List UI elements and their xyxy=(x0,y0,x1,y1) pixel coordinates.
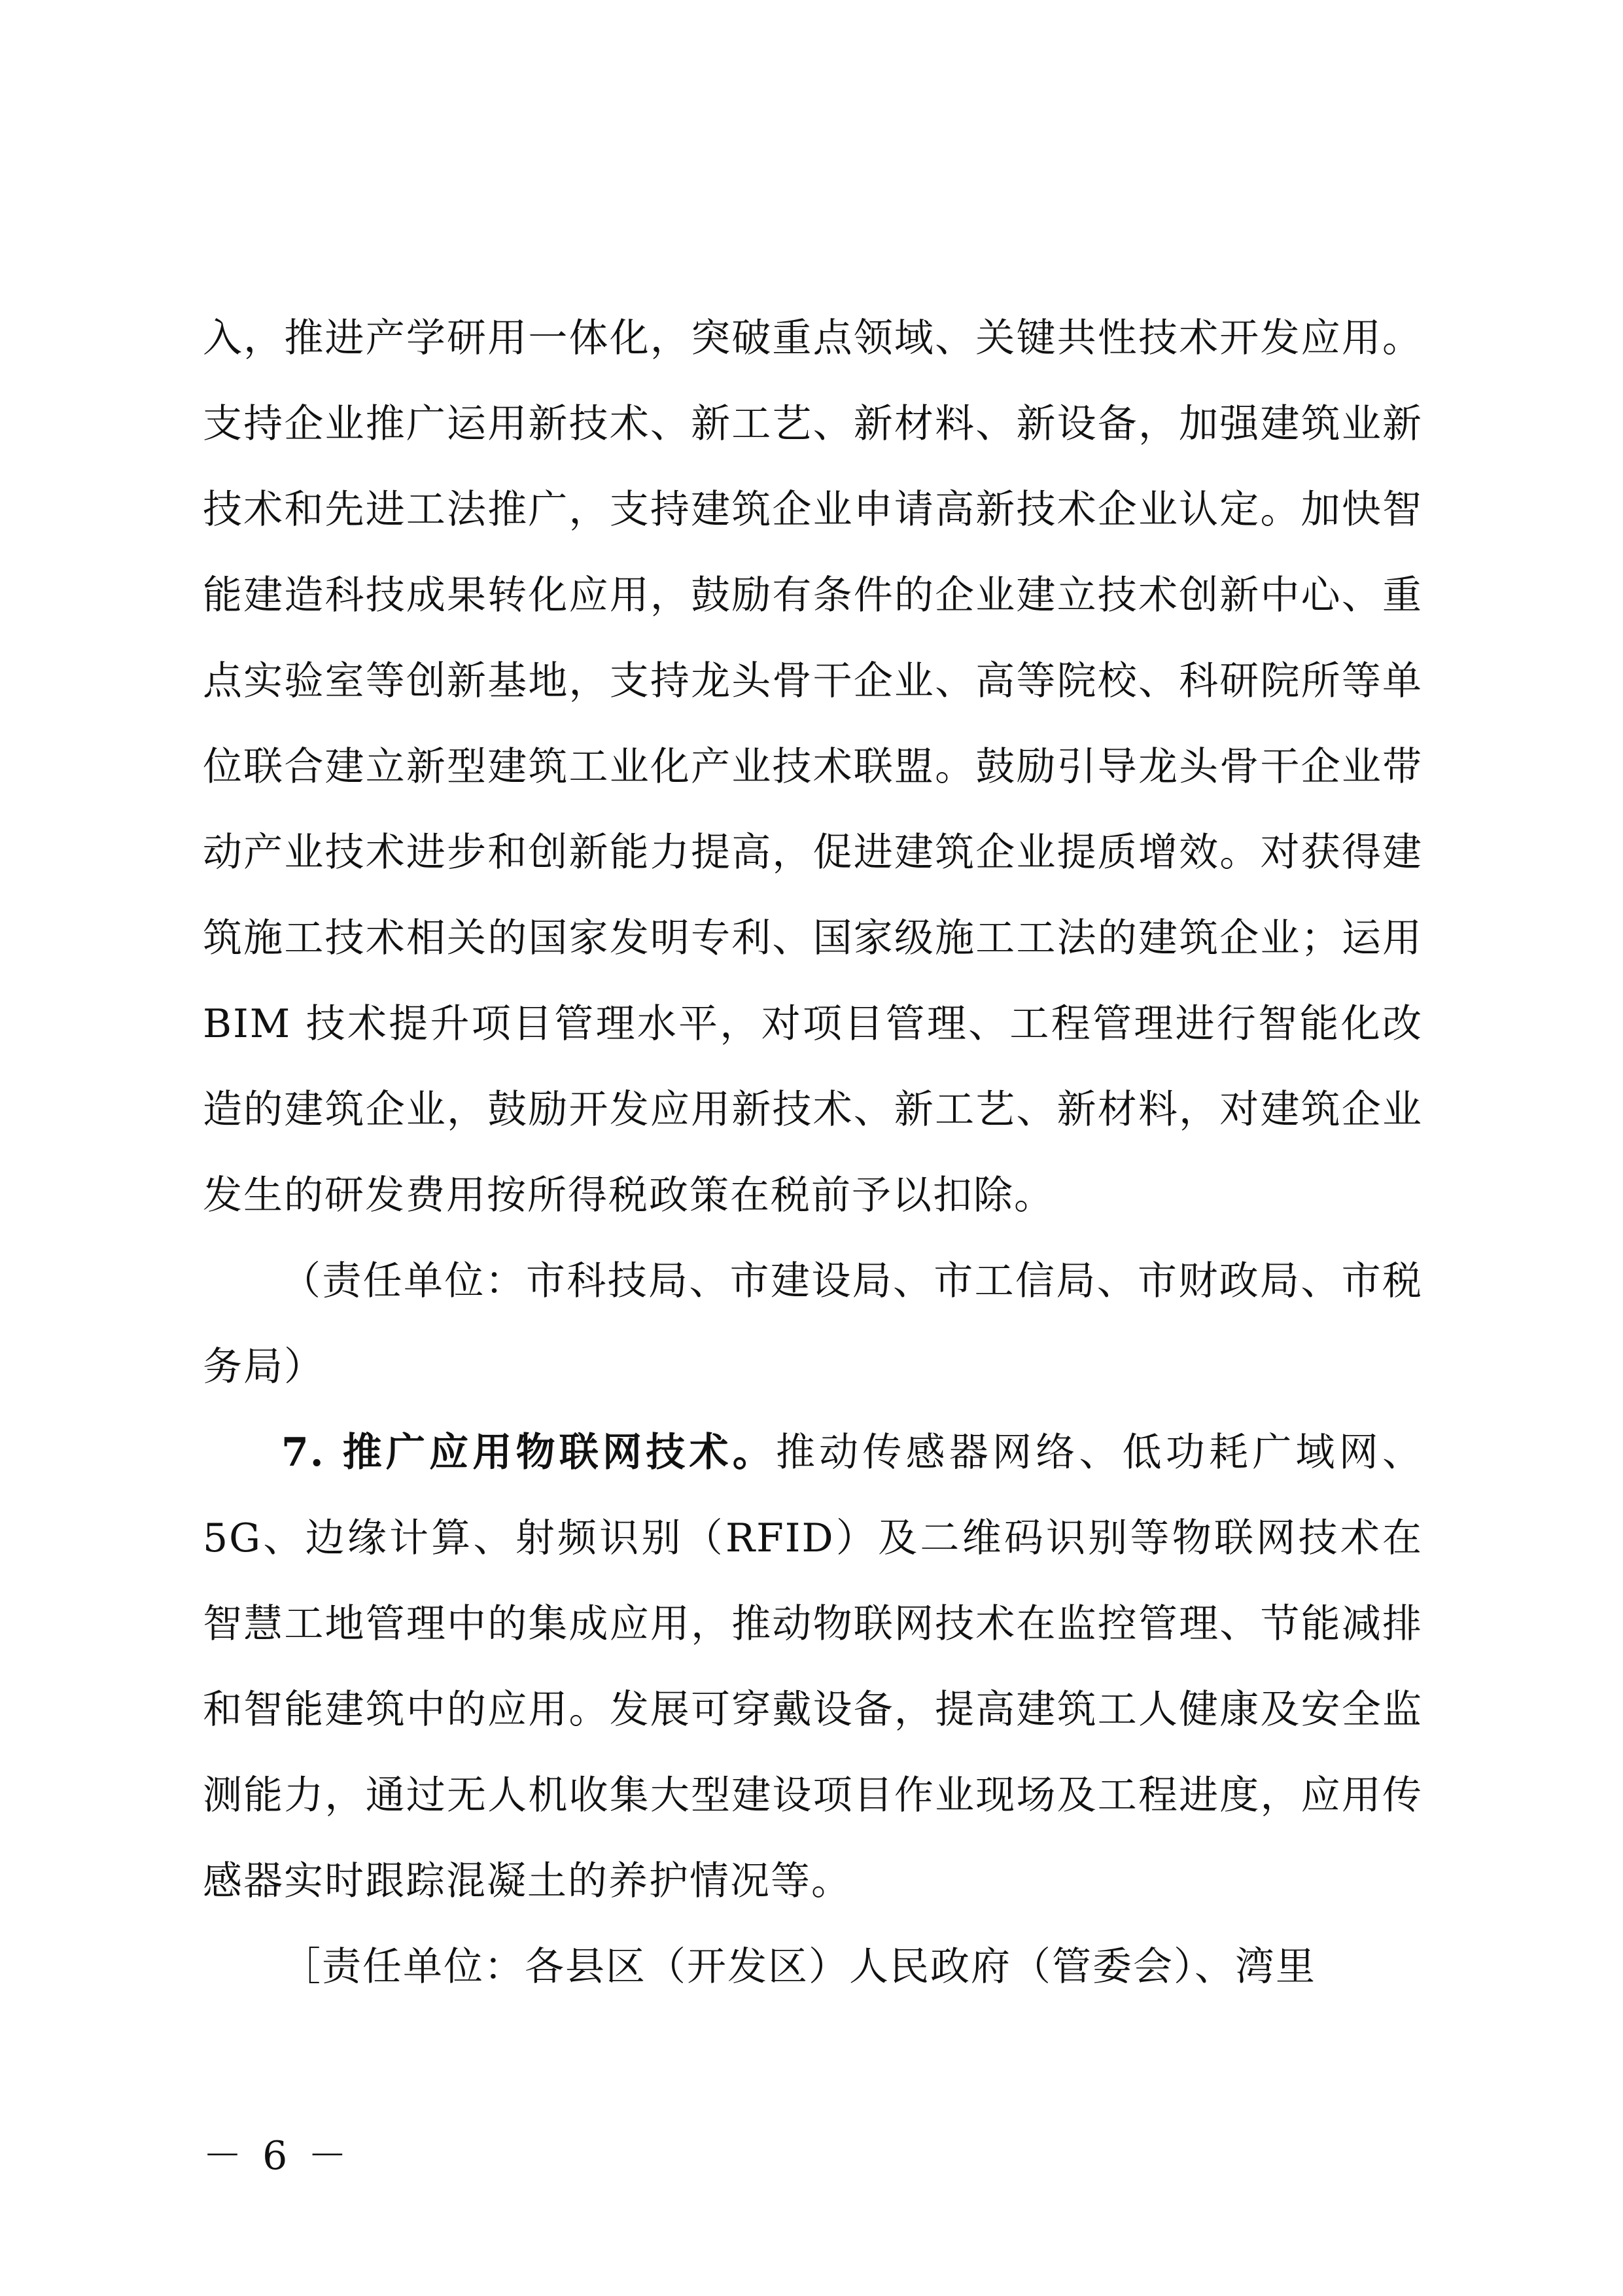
responsibility-note-1: （责任单位：市科技局、市建设局、市工信局、市财政局、市税务局） xyxy=(203,1258,1423,1390)
document-body xyxy=(203,296,1423,2010)
paragraph-tech-innovation: 入，推进产学研用一体化，突破重点领域、关键共性技术开发应用。支持企业推广运用新技术、新工艺、新材料、新设备，加强建筑业新技术和先进工法推广，支持建筑企业申请高新技术企业认定。加快智能建造科技成果转化应用，鼓励有条件的企业建立技术创新中心、重点实验室等创新基地，支持龙头骨干企业、高等院校、科研院所等单位联合建立新型建筑工业化产业技术联盟。鼓励引导龙头骨干企业带动产业技术进步和创新能力提高，促进建筑企业提质增效。对获得建筑施工技术相关的国家发明专利、国家级施工工法的建筑企业；运用 BIM 技术提升项目管理水平，对项目管理、工程管理进行智能化改造的建筑企业，鼓励开发应用新技术、新工艺、新材料，对建筑企业发生的研发费用按所得税政策在税前予以扣除。 xyxy=(203,315,1423,1218)
responsibility-note-2: ［责任单位：各县区（开发区）人民政府（管委会）、湾里 xyxy=(281,1944,1316,1990)
section-7-heading: 7. 推广应用物联网技术。 xyxy=(281,1430,776,1475)
page-number: － 6 － xyxy=(203,2133,351,2179)
section-7-body: 推动传感器网络、低功耗广域网、5G、边缘计算、射频识别（RFID）及二维码识别等物联网技术在智慧工地管理中的集成应用，推动物联网技术在监控管理、节能减排和智能建筑中的应用。发展可穿戴设备，提高建筑工人健康及安全监测能力，通过无人机收集大型建设项目作业现场及工程进度，应用传感器实时跟踪混凝土的养护情况等。 xyxy=(203,1430,1423,1904)
section-7-paragraph xyxy=(203,1410,1423,1924)
